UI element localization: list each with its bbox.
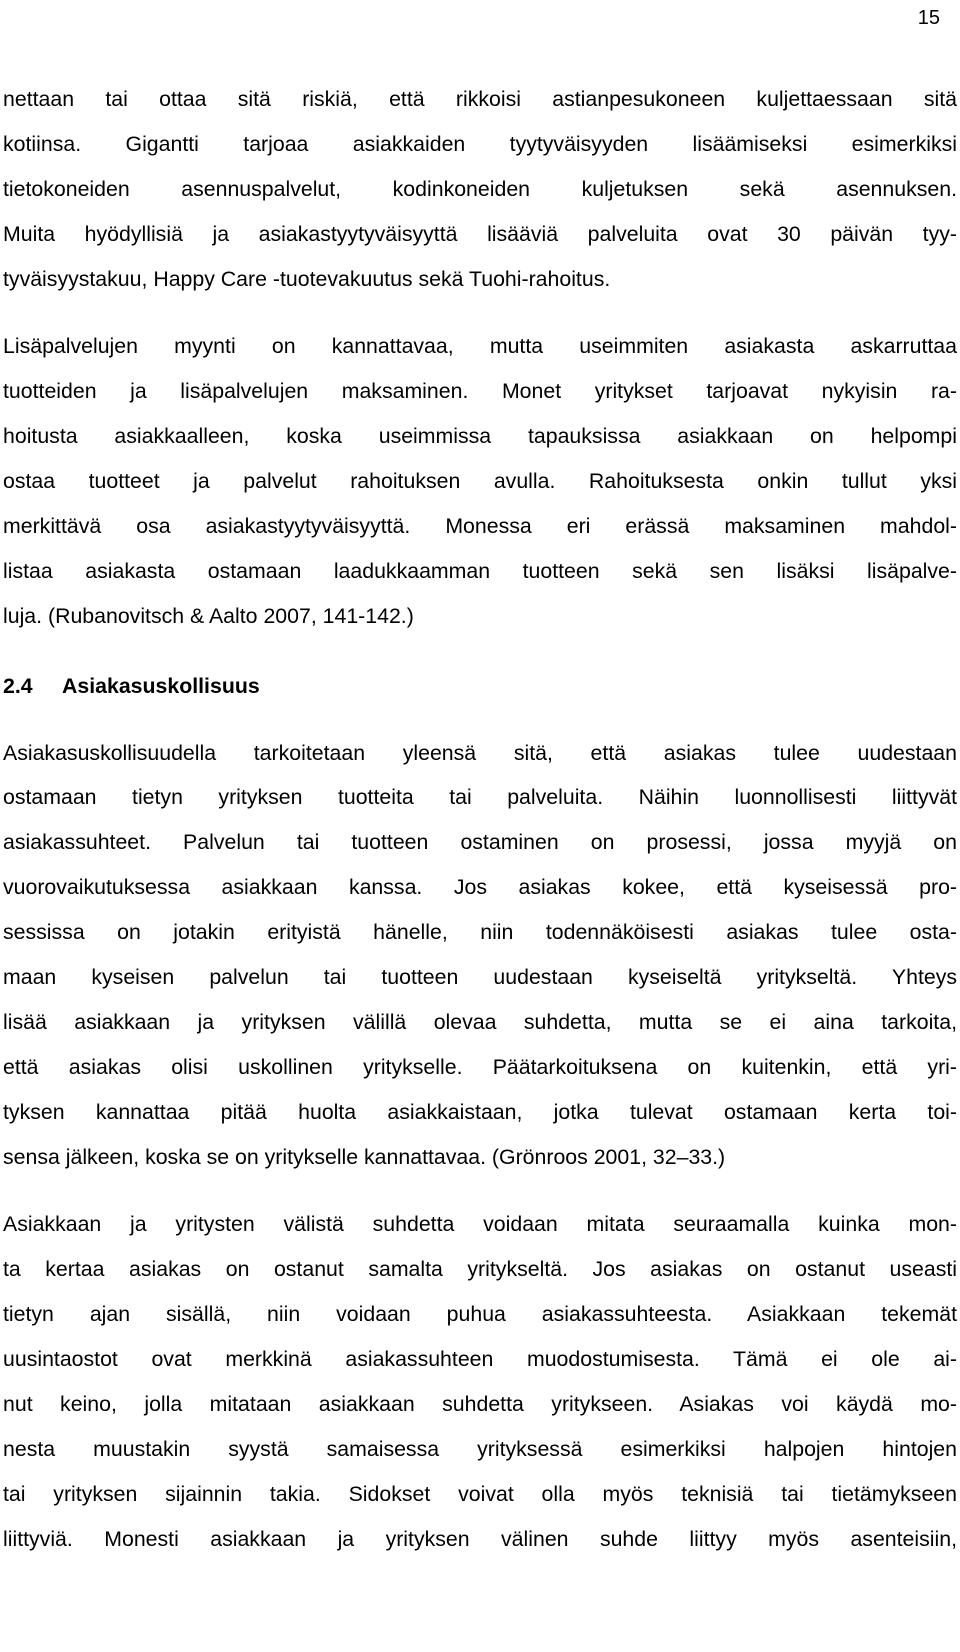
paragraph (3, 324, 957, 638)
text-line: sessissa on jotakin erityistä hänelle, niin todennäköisesti asiakas tulee osta- (3, 920, 957, 945)
section-heading (3, 664, 957, 709)
paragraph (3, 731, 957, 1180)
text-line: hoitusta asiakkaalleen, koska useimmissa tapauksissa asiakkaan on helpompi (3, 424, 957, 449)
text-line: sensa jälkeen, koska se on yritykselle kannattavaa. (Grönroos 2001, 32–33.) (3, 1144, 726, 1169)
text-line: että asiakas olisi uskollinen yritykselle. Päätarkoituksena on kuitenkin, että yri- (3, 1054, 957, 1079)
text-line: luja. (Rubanovitsch & Aalto 2007, 141-142.) (3, 603, 414, 628)
text-line: nut keino, jolla mitataan asiakkaan suhdetta yritykseen. Asiakas voi käydä mo- (3, 1392, 957, 1417)
text-line: Muita hyödyllisiä ja asiakastyytyväisyyttä lisääviä palveluita ovat 30 päivän tyy- (3, 221, 957, 246)
text-line: nesta muustakin syystä samaisessa yrityksessä esimerkiksi halpojen hintojen (3, 1436, 957, 1461)
text-line: ostaa tuotteet ja palvelut rahoituksen avulla. Rahoituksesta onkin tullut yksi (3, 469, 957, 494)
text-line: tuotteiden ja lisäpalvelujen maksaminen. Monet yritykset tarjoavat nykyisin ra- (3, 379, 957, 404)
text-line: tai yrityksen sijainnin takia. Sidokset voivat olla myös teknisiä tai tietämykseen (3, 1481, 957, 1506)
text-line: asiakassuhteet. Palvelun tai tuotteen ostaminen on prosessi, jossa myyjä on (3, 830, 957, 855)
paragraph (3, 77, 957, 301)
text-line: tietyn ajan sisällä, niin voidaan puhua asiakassuhteesta. Asiakkaan tekemät (3, 1302, 957, 1327)
document-body (3, 77, 957, 1562)
text-line: lisää asiakkaan ja yrityksen välillä olevaa suhdetta, mutta se ei aina tarkoita, (3, 1009, 957, 1034)
text-line: ostamaan tietyn yrityksen tuotteita tai palveluita. Näihin luonnollisesti liittyvät (3, 785, 957, 810)
text-line: ta kertaa asiakas on ostanut samalta yritykseltä. Jos asiakas on ostanut useasti (3, 1257, 957, 1282)
text-line: liittyviä. Monesti asiakkaan ja yrityksen välinen suhde liittyy myös asenteisiin, (3, 1526, 957, 1551)
text-line: vuorovaikutuksessa asiakkaan kanssa. Jos asiakas kokee, että kyseisessä pro- (3, 875, 957, 900)
text-line: tyksen kannattaa pitää huolta asiakkaistaan, jotka tulevat ostamaan kerta toi- (3, 1099, 957, 1124)
text-line: listaa asiakasta ostamaan laadukkaamman tuotteen sekä sen lisäksi lisäpalve- (3, 558, 957, 583)
text-line: Lisäpalvelujen myynti on kannattavaa, mutta useimmiten asiakasta askarruttaa (3, 334, 957, 359)
text-line: tyväisyystakuu, Happy Care -tuotevakuutus sekä Tuohi-rahoitus. (3, 266, 611, 291)
section-number: 2.4 (3, 673, 33, 698)
text-line: Asiakkaan ja yritysten välistä suhdetta voidaan mitata seuraamalla kuinka mon- (3, 1212, 957, 1237)
text-line: maan kyseisen palvelun tai tuotteen uudestaan kyseiseltä yritykseltä. Yhteys (3, 965, 957, 990)
text-line: nettaan tai ottaa sitä riskiä, että rikkoisi astianpesukoneen kuljettaessaan sitä (3, 87, 957, 111)
text-line: merkittävä osa asiakastyytyväisyyttä. Monessa eri erässä maksaminen mahdol- (3, 514, 957, 539)
text-line: uusintaostot ovat merkkinä asiakassuhteen muodostumisesta. Tämä ei ole ai- (3, 1347, 957, 1372)
text-line: kotiinsa. Gigantti tarjoaa asiakkaiden tyytyväisyyden lisäämiseksi esimerkiksi (3, 131, 957, 156)
text-line: Asiakasuskollisuudella tarkoitetaan yleensä sitä, että asiakas tulee uudestaan (3, 740, 957, 765)
section-title: Asiakasuskollisuus (62, 673, 260, 698)
paragraph (3, 1202, 957, 1561)
text-line: tietokoneiden asennuspalvelut, kodinkoneiden kuljetuksen sekä asennuksen. (3, 176, 957, 201)
page-number: 15 (917, 7, 940, 29)
